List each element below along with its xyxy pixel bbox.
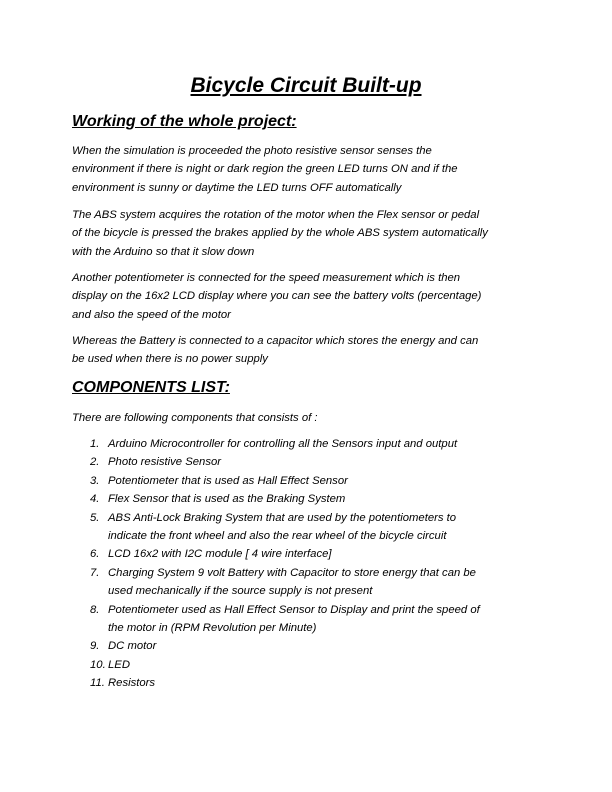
paragraph-line: environment if there is night or dark region the green LED turns ON and if the: [72, 163, 458, 176]
list-line: Resistors: [108, 677, 156, 690]
components-list: [72, 435, 480, 693]
paragraph: [72, 142, 458, 197]
list-text: [108, 509, 480, 546]
list-line: Potentiometer used as Hall Effect Sensor to Display and print the speed of: [108, 603, 480, 616]
paragraph-line: Another potentiometer is connected for the speed measurement which is then: [72, 272, 461, 284]
document-title: Bicycle Circuit Built-up: [190, 74, 422, 97]
list-number: 6.: [90, 548, 100, 561]
list-number: 2.: [90, 456, 100, 469]
list-item: [72, 637, 480, 655]
list-line: indicate the front wheel and also the rear wheel of the bicycle circuit: [108, 530, 447, 543]
list-item: [72, 545, 480, 563]
list-item: [72, 453, 480, 471]
paragraph-line: with the Arduino so that it slow down: [72, 245, 255, 258]
list-number: 4.: [90, 493, 100, 506]
list-line: Flex Sensor that is used as the Braking System: [108, 493, 346, 506]
list-text: [108, 453, 480, 471]
list-text: [108, 601, 480, 638]
list-line: Arduino Microcontroller for controlling all the Sensors input and output: [108, 438, 458, 450]
list-text: [108, 656, 480, 674]
paragraph-line: environment is sunny or daytime the LED turns OFF automatically: [72, 181, 402, 194]
section-heading-components: COMPONENTS LIST:: [72, 379, 230, 396]
paragraph-line: When the simulation is proceeded the photo resistive sensor senses the: [72, 145, 432, 157]
list-text: [108, 564, 480, 601]
list-item: [72, 674, 480, 692]
list-item: [72, 490, 480, 508]
list-line: LED: [108, 658, 130, 671]
section-heading-working: Working of the whole project:: [72, 113, 297, 130]
list-text: [108, 490, 480, 508]
list-item: [72, 656, 480, 674]
list-text: [108, 674, 480, 692]
paragraph: [72, 332, 478, 369]
paragraph: [72, 269, 481, 324]
list-text: [108, 637, 480, 655]
list-item: [72, 601, 480, 638]
list-item: [72, 564, 480, 601]
list-line: used mechanically if the source supply is not present: [108, 585, 373, 598]
list-line: Photo resistive Sensor: [108, 456, 222, 469]
list-item: [72, 509, 480, 546]
list-number: 11.: [90, 677, 105, 690]
paragraph-line: The ABS system acquires the rotation of the motor when the Flex sensor or pedal: [72, 209, 480, 221]
list-text: [108, 472, 480, 490]
list-text: [108, 545, 480, 563]
list-line: DC motor: [108, 640, 157, 653]
paragraph-line: display on the 16x2 LCD display where you can see the battery volts (percentage): [72, 290, 482, 303]
list-number: 7.: [90, 566, 100, 579]
paragraph-line: and also the speed of the motor: [72, 308, 231, 321]
list-item: [72, 435, 480, 453]
list-line: ABS Anti-Lock Braking System that are used by the potentiometers to: [108, 511, 457, 524]
list-text: [108, 435, 480, 453]
list-number: 5.: [90, 511, 100, 524]
components-intro: There are following components that consists of :: [72, 412, 318, 424]
list-number: 10.: [90, 658, 106, 671]
list-item: [72, 472, 480, 490]
list-line: LCD 16x2 with I2C module [ 4 wire interface]: [108, 548, 332, 561]
paragraph-line: of the bicycle is pressed the brakes applied by the whole ABS system automatically: [72, 227, 488, 240]
list-number: 9.: [90, 640, 100, 653]
list-number: 8.: [90, 603, 100, 616]
list-line: Charging System 9 volt Battery with Capacitor to store energy that can be: [108, 566, 476, 579]
paragraph-line: be used when there is no power supply: [72, 353, 268, 366]
paragraph-line: Whereas the Battery is connected to a capacitor which stores the energy and can: [72, 335, 479, 347]
list-line: Potentiometer that is used as Hall Effect Sensor: [108, 474, 348, 487]
list-number: 3.: [90, 474, 100, 487]
paragraph: [72, 206, 488, 261]
list-line: the motor in (RPM Revolution per Minute): [108, 622, 317, 635]
list-number: 1.: [90, 438, 100, 450]
